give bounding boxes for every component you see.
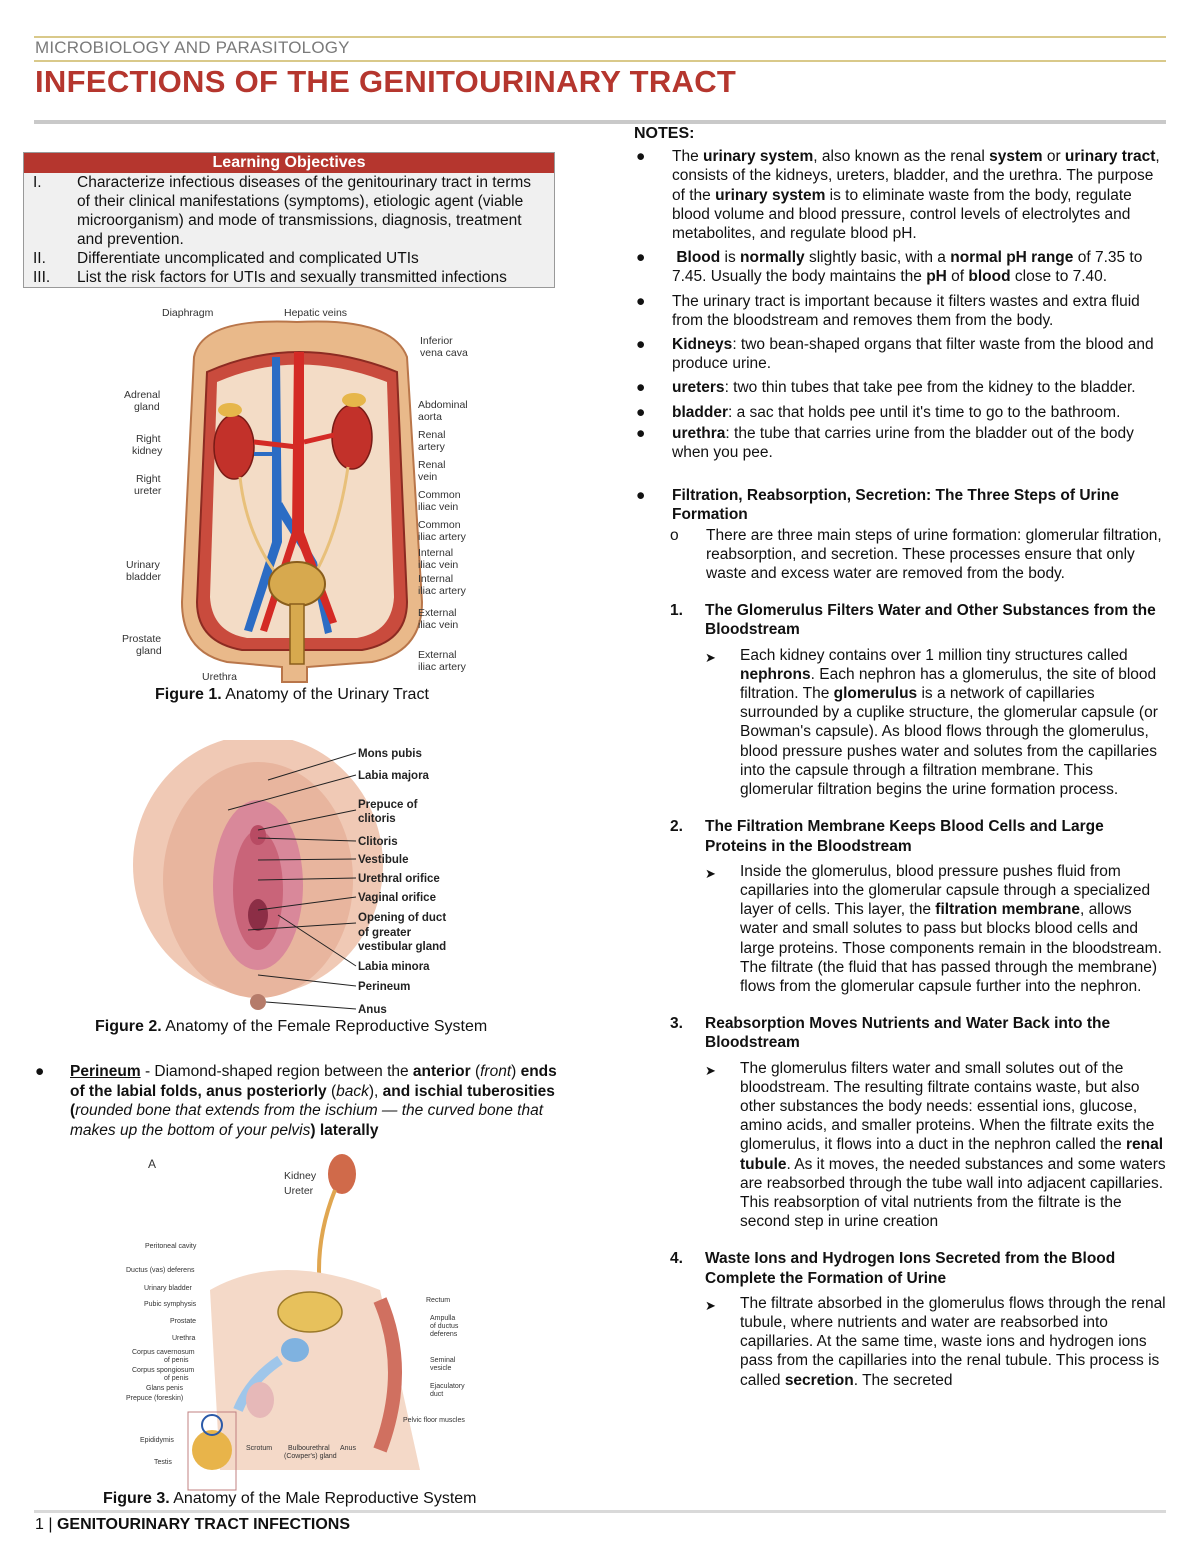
svg-text:Internal: Internal xyxy=(418,573,454,585)
figure-3-caption-text: Anatomy of the Male Reproductive System xyxy=(173,1490,477,1507)
svg-text:Epididymis: Epididymis xyxy=(140,1437,174,1444)
bullet-icon: ● xyxy=(636,403,646,421)
objective-number: I. xyxy=(33,174,42,191)
svg-text:Right: Right xyxy=(136,433,161,445)
objective-text: Characterize infectious diseases of the genitourinary tract in terms of their clinical manifestations (symptoms), etiologic agent (viable microorganism) and mode of transmissions, diagnosis, treatment and prevention. xyxy=(77,174,532,248)
bullet-icon: ● xyxy=(636,249,646,267)
svg-text:vein: vein xyxy=(418,471,438,483)
objective-text: List the risk factors for UTIs and sexually transmitted infections xyxy=(77,269,507,286)
svg-text:Common: Common xyxy=(418,519,461,531)
svg-text:of penis: of penis xyxy=(164,1357,189,1364)
perineum-bold: and ischial tuberosities ( xyxy=(70,1082,555,1119)
svg-text:Mons pubis: Mons pubis xyxy=(358,748,422,760)
perineum-bold: ) laterally xyxy=(310,1121,379,1139)
svg-text:Right: Right xyxy=(136,473,161,485)
svg-text:Urethra: Urethra xyxy=(172,1335,196,1342)
svg-text:Abdominal: Abdominal xyxy=(418,399,468,411)
svg-text:External: External xyxy=(418,607,457,619)
arrow-bullet-icon: ➤ xyxy=(705,1062,716,1078)
svg-text:Ampulla: Ampulla xyxy=(430,1315,456,1322)
notes-column xyxy=(634,124,1166,1390)
figure-3-caption xyxy=(103,1490,477,1508)
svg-text:Ductus (vas) deferens: Ductus (vas) deferens xyxy=(126,1267,195,1274)
bullet-icon: ● xyxy=(636,487,646,505)
note-bullet xyxy=(634,403,1166,422)
footer-rule xyxy=(34,1510,1166,1513)
svg-text:artery: artery xyxy=(418,441,445,453)
figure-3-label: Figure 3. xyxy=(103,1490,170,1507)
svg-text:Scrotum: Scrotum xyxy=(246,1445,273,1452)
footer-separator: | xyxy=(43,1516,57,1533)
step-detail: ➤ Inside the glomerulus, blood pressure pushes fluid from capillaries into the glomerular capsule through a specialized layer of cells. This layer, the filtration membrane, allows water and small solutes to pass but blocks blood cells and large proteins. Those components remain in the bloodstream. The filtrate (the fluid that has passed through the membrane) flows from the glomerular capsule further into the nephron. xyxy=(705,862,1162,995)
bullet-icon: ● xyxy=(636,292,646,310)
figure-1-caption-text: Anatomy of the Urinary Tract xyxy=(225,686,429,703)
step-heading: 3. Reabsorption Moves Nutrients and Water Back into the Bloodstream xyxy=(670,1015,1111,1052)
perineum-text: ), xyxy=(368,1082,383,1100)
svg-text:Clitoris: Clitoris xyxy=(358,836,398,848)
svg-text:Renal: Renal xyxy=(418,429,446,441)
perineum-term: Perineum xyxy=(70,1063,141,1080)
note-term: bladder xyxy=(672,403,728,421)
svg-text:Corpus spongiosum: Corpus spongiosum xyxy=(132,1367,195,1374)
perineum-italic: front xyxy=(480,1063,512,1080)
svg-text:Bulbourethral: Bulbourethral xyxy=(288,1445,330,1452)
svg-text:vena cava: vena cava xyxy=(420,347,468,359)
svg-text:Inferior: Inferior xyxy=(420,335,453,347)
perineum-italic: back xyxy=(336,1082,369,1100)
perineum-bold: ends of the labial folds, anus posteriorly xyxy=(70,1063,557,1100)
step-heading: 2. The Filtration Membrane Keeps Blood Cells and Large Proteins in the Bloodstream xyxy=(670,818,1104,855)
svg-text:Prepuce of: Prepuce of xyxy=(358,799,418,811)
svg-text:iliac artery: iliac artery xyxy=(418,531,466,543)
step-detail: ➤ The filtrate absorbed in the glomerulus flows through the renal tubule, where nutrients and water are reabsorbed into capillaries. At the same time, waste ions and hydrogen ions pass from the capillaries into the renal tubule. This process is called secretion. The secreted xyxy=(705,1294,1166,1389)
svg-text:kidney: kidney xyxy=(132,445,163,457)
note-text: : a sac that holds pee until it's time to go to the bathroom. xyxy=(727,403,1121,421)
svg-text:deferens: deferens xyxy=(430,1331,458,1338)
objective-text: Differentiate uncomplicated and complicated UTIs xyxy=(77,250,419,267)
note-bullet xyxy=(634,424,1166,462)
perineum-text: ( xyxy=(326,1082,337,1100)
svg-text:Testis: Testis xyxy=(154,1459,172,1466)
svg-text:aorta: aorta xyxy=(418,411,442,423)
note-bullet xyxy=(634,378,1166,397)
svg-text:of penis: of penis xyxy=(164,1375,189,1382)
svg-text:Peritoneal cavity: Peritoneal cavity xyxy=(145,1243,197,1250)
svg-text:duct: duct xyxy=(430,1391,444,1398)
svg-text:gland: gland xyxy=(136,645,162,657)
svg-text:Kidney: Kidney xyxy=(284,1170,317,1182)
note-term: ureters xyxy=(672,379,725,397)
female-reproductive-figure xyxy=(118,740,468,1018)
note-bullet: ● Blood is normally slightly basic, with a normal pH range of 7.35 to 7.45. Usually the body maintains the pH of blood close to 7.40. xyxy=(636,249,1143,286)
note-text: The urinary tract is important because it filters wastes and extra fluid from the bloodstream and removes them from the body. xyxy=(672,292,1140,329)
perineum-text: - Diamond-shaped region between the xyxy=(140,1063,413,1080)
svg-text:Perineum: Perineum xyxy=(358,981,411,993)
svg-text:ureter: ureter xyxy=(134,485,162,497)
svg-text:Hepatic veins: Hepatic veins xyxy=(284,307,348,319)
bullet-icon: ● xyxy=(636,336,646,354)
figure-1-caption xyxy=(155,686,429,704)
svg-text:Labia majora: Labia majora xyxy=(358,770,429,782)
svg-text:Urethral orifice: Urethral orifice xyxy=(358,873,440,885)
note-text: : two thin tubes that take pee from the kidney to the bladder. xyxy=(724,379,1136,397)
urinary-tract-figure xyxy=(122,302,482,684)
svg-text:Renal: Renal xyxy=(418,459,446,471)
objective-item xyxy=(24,268,554,287)
learning-objectives-heading: Learning Objectives xyxy=(24,153,554,173)
perineum-text: ( xyxy=(470,1063,481,1080)
svg-text:Diaphragm: Diaphragm xyxy=(162,307,214,319)
svg-text:Ejaculatory: Ejaculatory xyxy=(430,1383,465,1390)
svg-text:iliac vein: iliac vein xyxy=(418,619,459,631)
objective-item xyxy=(24,249,554,268)
objective-number: II. xyxy=(33,250,46,267)
svg-text:External: External xyxy=(418,649,457,661)
perineum-bold: anterior xyxy=(412,1063,471,1080)
note-term: Kidneys xyxy=(672,336,733,354)
svg-text:iliac vein: iliac vein xyxy=(418,501,459,513)
note-bullet xyxy=(634,486,1166,524)
objective-number: III. xyxy=(33,269,51,286)
footer-title: GENITOURINARY TRACT INFECTIONS xyxy=(56,1516,350,1533)
svg-text:of greater: of greater xyxy=(358,927,412,939)
svg-text:Labia minora: Labia minora xyxy=(358,961,430,973)
note-bullet xyxy=(634,292,1166,330)
note-bullet: ● The urinary system, also known as the renal system or urinary tract, consists of the kidneys, ureters, bladder, and the urethra. The purpose of the urinary system is to eliminate waste from the body, regulate blood volume and blood pressure, control levels of electrolytes and metabolites, and regulate blood pH. xyxy=(636,148,1160,243)
step-heading: 4. Waste Ions and Hydrogen Ions Secreted from the Blood Complete the Formation of Urine xyxy=(670,1250,1116,1287)
notes-heading: NOTES: xyxy=(634,125,695,142)
circle-bullet-icon: o xyxy=(670,526,679,544)
svg-text:Pubic symphysis: Pubic symphysis xyxy=(144,1301,197,1308)
svg-text:gland: gland xyxy=(134,401,160,413)
svg-text:Rectum: Rectum xyxy=(426,1297,451,1304)
note-text: : the tube that carries urine from the bladder out of the body when you pee. xyxy=(672,424,1134,462)
step-detail: ➤ Each kidney contains over 1 million tiny structures called nephrons. Each nephron has a glomerulus, the site of blood filtration. The glomerulus is a network of capillaries surrounded by a cuplike structure, the glomerular capsule (or Bowman's capsule). As blood flows through the glomerulus, blood pressure pushes water and solutes from the capillaries into the capsule through a filtration membrane. This glomerular filtration begins the urine formation process. xyxy=(705,646,1158,799)
perineum-italic: rounded bone that extends from the ischium — the curved bone that makes up the bottom of your pelvis xyxy=(70,1102,544,1139)
bullet-icon: ● xyxy=(35,1063,45,1080)
page-number: 1 xyxy=(35,1516,44,1533)
arrow-bullet-icon: ➤ xyxy=(705,1297,716,1313)
svg-text:iliac artery: iliac artery xyxy=(418,585,466,597)
svg-text:iliac vein: iliac vein xyxy=(418,559,459,571)
arrow-bullet-icon: ➤ xyxy=(705,865,716,881)
svg-text:Anus: Anus xyxy=(340,1445,356,1452)
svg-text:Prostate: Prostate xyxy=(122,633,162,645)
svg-text:A: A xyxy=(148,1157,157,1171)
figure-2-caption xyxy=(95,1018,487,1036)
svg-text:Seminal: Seminal xyxy=(430,1357,456,1364)
page-title: INFECTIONS OF THE GENITOURINARY TRACT xyxy=(35,64,737,99)
svg-text:of ductus: of ductus xyxy=(430,1323,459,1330)
svg-text:Urinary bladder: Urinary bladder xyxy=(144,1285,192,1292)
svg-text:Common: Common xyxy=(418,489,461,501)
svg-text:Prostate: Prostate xyxy=(170,1318,197,1325)
svg-text:bladder: bladder xyxy=(126,571,162,583)
svg-text:(Cowper's) gland: (Cowper's) gland xyxy=(284,1453,337,1460)
learning-objectives-box xyxy=(23,152,555,288)
svg-text:Urinary: Urinary xyxy=(126,559,160,571)
svg-text:Ureter: Ureter xyxy=(284,1185,314,1197)
note-sub-item xyxy=(670,526,1166,584)
perineum-definition xyxy=(35,1062,560,1140)
note-text: : two bean-shaped organs that filter waste from the blood and produce urine. xyxy=(672,336,1154,373)
figure-1-label: Figure 1. xyxy=(155,686,222,703)
step-heading: 1. The Glomerulus Filters Water and Other Substances from the Bloodstream xyxy=(670,602,1156,639)
arrow-bullet-icon: ➤ xyxy=(705,649,716,665)
svg-text:vestibular gland: vestibular gland xyxy=(358,941,447,953)
svg-text:Vaginal orifice: Vaginal orifice xyxy=(358,892,436,904)
male-reproductive-figure xyxy=(120,1150,480,1495)
header-mid-rule xyxy=(34,60,1166,62)
section-heading: Filtration, Reabsorption, Secretion: The Three Steps of Urine Formation xyxy=(672,487,1119,524)
svg-text:Anus: Anus xyxy=(358,1004,387,1016)
svg-text:Prepuce (foreskin): Prepuce (foreskin) xyxy=(126,1395,184,1402)
svg-text:iliac artery: iliac artery xyxy=(418,661,466,673)
objective-item xyxy=(24,173,554,249)
svg-text:clitoris: clitoris xyxy=(358,813,396,825)
svg-text:Pelvic floor muscles: Pelvic floor muscles xyxy=(403,1417,465,1424)
svg-text:Urethra: Urethra xyxy=(202,671,238,683)
subject-heading: MICROBIOLOGY AND PARASITOLOGY xyxy=(35,38,350,57)
step-detail: ➤ The glomerulus filters water and small solutes out of the bloodstream. The resulting filtrate contains waste, but also other substances the body needs: essential ions, glucose, amino acids, and smaller proteins. When the filtrate exits the glomerulus, it flows into a duct in the nephron called the renal tubule. As it moves, the needed substances and some waters are reabsorbed through the tube wall into adjacent capillaries. This reabsorption of vital nutrients from the filtrate is the second step in urine creation xyxy=(705,1059,1166,1231)
svg-text:Internal: Internal xyxy=(418,547,454,559)
bullet-icon: ● xyxy=(636,424,646,442)
perineum-text: ) xyxy=(511,1063,521,1080)
svg-text:Vestibule: Vestibule xyxy=(358,854,409,866)
bullet-icon: ● xyxy=(636,148,646,166)
svg-text:Opening of duct: Opening of duct xyxy=(358,912,447,924)
note-term: urethra xyxy=(672,424,726,442)
bullet-icon: ● xyxy=(636,379,646,397)
svg-text:Corpus cavernosum: Corpus cavernosum xyxy=(132,1349,195,1356)
page-footer xyxy=(35,1516,350,1534)
figure-2-label: Figure 2. xyxy=(95,1018,162,1035)
svg-text:vesicle: vesicle xyxy=(430,1365,452,1372)
note-bullet xyxy=(634,335,1166,373)
note-text: There are three main steps of urine formation: glomerular filtration, reabsorption, and secretion. These processes ensure that only waste and excess water are removed from the body. xyxy=(706,526,1162,583)
svg-text:Glans penis: Glans penis xyxy=(146,1385,183,1392)
svg-text:Adrenal: Adrenal xyxy=(124,389,161,401)
figure-2-caption-text: Anatomy of the Female Reproductive System xyxy=(165,1018,488,1035)
